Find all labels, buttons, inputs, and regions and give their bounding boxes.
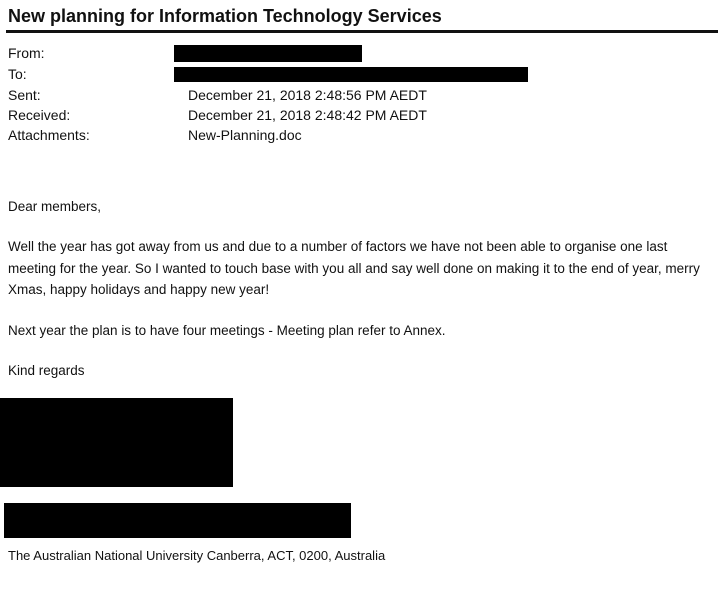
address-line: The Australian National University Canberra, ACT, 0200, Australia (8, 548, 386, 563)
paragraph-1-line: meeting for the year. So I wanted to touch base with you all and say well done on making it to the end of year, merry (8, 260, 700, 276)
greeting: Dear members, (8, 199, 102, 214)
title-divider (6, 30, 718, 33)
sent-label: Sent: (8, 87, 41, 103)
from-label: From: (8, 45, 45, 61)
paragraph-1-line: Well the year has got away from us and due to a number of factors we have not been able to organise one last (8, 239, 668, 254)
paragraph-1 (8, 236, 720, 301)
redacted-from (174, 45, 362, 62)
redacted-name (4, 503, 351, 538)
closing: Kind regards (8, 363, 85, 378)
to-label: To: (8, 66, 27, 82)
email-subject: New planning for Information Technology Services (8, 6, 442, 26)
received-label: Received: (8, 107, 71, 123)
attachments-label: Attachments: (8, 127, 90, 143)
paragraph-1-line: Xmas, happy holidays and happy new year! (8, 282, 270, 297)
received-value: December 21, 2018 2:48:42 PM AEDT (188, 107, 427, 123)
redacted-to (174, 67, 528, 82)
redacted-signature (0, 398, 233, 487)
attachment-file: New-Planning.doc (188, 127, 302, 143)
sent-value: December 21, 2018 2:48:56 PM AEDT (188, 87, 427, 103)
paragraph-2: Next year the plan is to have four meetings - Meeting plan refer to Annex. (8, 323, 446, 338)
